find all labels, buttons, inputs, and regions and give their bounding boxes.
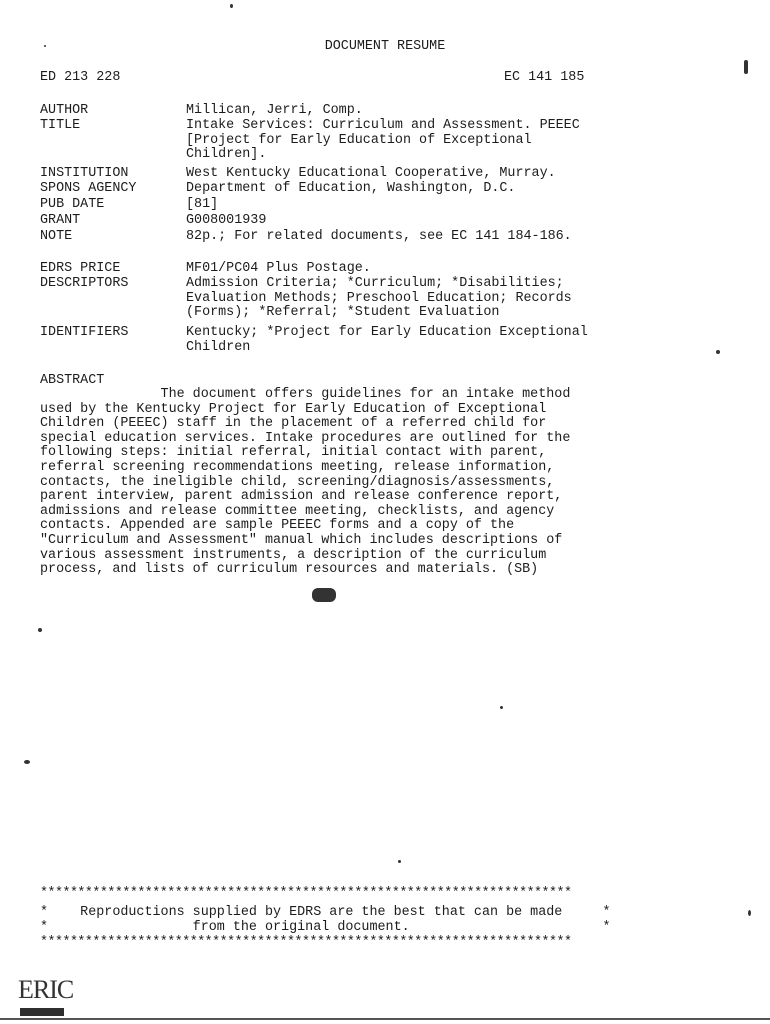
pub-date-value: [81]	[186, 197, 219, 212]
identifiers-label: IDENTIFIERS	[40, 325, 129, 340]
scan-blot	[312, 588, 336, 602]
spons-agency-value: Department of Education, Washington, D.C.	[186, 181, 516, 196]
scan-speck	[38, 628, 42, 632]
star-border-bottom: ***********************************************************************	[40, 935, 572, 950]
institution-value: West Kentucky Educational Cooperative, Murray.	[186, 166, 556, 181]
abstract-heading: ABSTRACT	[40, 373, 105, 388]
reproduction-note-line1: * Reproductions supplied by EDRS are the best that can be made *	[40, 905, 611, 920]
scan-speck	[500, 706, 503, 709]
identifiers-value: Kentucky; *Project for Early Education Exceptional Children	[186, 325, 588, 355]
note-label: NOTE	[40, 229, 73, 244]
pub-date-label: PUB DATE	[40, 197, 105, 212]
grant-label: GRANT	[40, 213, 81, 228]
scan-speck	[24, 760, 30, 764]
spons-agency-label: SPONS AGENCY	[40, 181, 137, 196]
descriptors-label: DESCRIPTORS	[40, 276, 129, 291]
reproduction-note-line2: * from the original document. *	[40, 920, 611, 935]
scan-speck	[230, 4, 233, 8]
scan-speck	[44, 45, 46, 47]
author-label: AUTHOR	[40, 103, 89, 118]
document-title: DOCUMENT RESUME	[324, 39, 446, 54]
scan-speck	[744, 60, 748, 74]
scan-speck	[748, 910, 751, 916]
abstract-text: The document offers guidelines for an intake method used by the Kentucky Project for Early Education of Exceptional Children (PEEEC) staff in the placement of a referred child for special education services. Intake procedures are outlined for the following steps: initial referral, initial contact with parent, referral screening recommendations meeting, release information, contacts, the ineligible child, screening/diagnosis/assessments, parent interview, parent admission and release conference report, admissions and release committee meeting, checklists, and agency contacts. Appended are sample PEEEC forms and a copy of the "Curriculum and Assessment" manual which includes descriptions of various assessment instruments, a description of the curriculum process, and lists of curriculum resources and materials. (SB)	[40, 387, 571, 578]
scan-speck	[398, 860, 401, 863]
ec-number: EC 141 185	[504, 70, 585, 85]
scan-speck	[716, 350, 720, 354]
star-border-top: ***********************************************************************	[40, 886, 572, 901]
author-value: Millican, Jerri, Comp.	[186, 103, 363, 118]
title-label: TITLE	[40, 118, 81, 133]
bottom-rule	[0, 1018, 770, 1020]
eric-logo-text: ERIC	[18, 975, 74, 1004]
note-value: 82p.; For related documents, see EC 141 184-186.	[186, 229, 572, 244]
eric-logo-bar	[20, 1008, 64, 1016]
descriptors-value: Admission Criteria; *Curriculum; *Disabilities; Evaluation Methods; Preschool Education; Records (Forms); *Referral; *Student Evaluation	[186, 276, 572, 321]
edrs-price-value: MF01/PC04 Plus Postage.	[186, 261, 371, 276]
eric-logo	[18, 975, 74, 1020]
ed-number: ED 213 228	[40, 70, 121, 85]
edrs-price-label: EDRS PRICE	[40, 261, 121, 276]
title-value: Intake Services: Curriculum and Assessment. PEEEC [Project for Early Education of Exceptional Children].	[186, 118, 580, 163]
institution-label: INSTITUTION	[40, 166, 129, 181]
grant-value: G008001939	[186, 213, 267, 228]
